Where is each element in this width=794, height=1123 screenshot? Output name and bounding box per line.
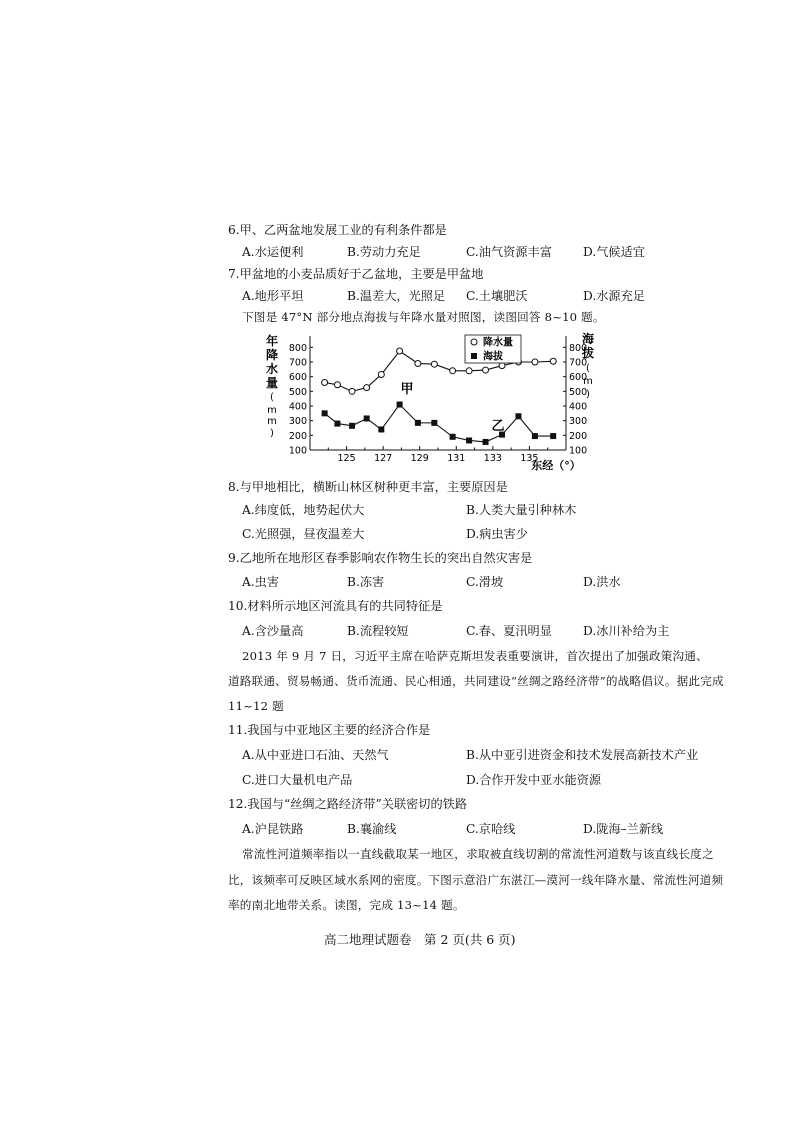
altitude-precipitation-chart [262, 329, 595, 474]
svg-text:降: 降 [265, 348, 279, 362]
left-tick-label: 600 [288, 372, 307, 384]
question-8-option-b: B.人类大量引种林木 [466, 503, 577, 517]
question-9-stem: 9.乙地所在地形区春季影响农作物生长的突出自然灾害是 [228, 551, 533, 565]
right-tick-label: 600 [569, 372, 588, 384]
svg-text:): ) [270, 428, 274, 439]
svg-text:m: m [267, 416, 277, 427]
x-tick-label: 127 [374, 453, 393, 464]
precipitation-point [550, 358, 556, 364]
question-7-stem: 7.甲盆地的小麦品质好于乙盆地，主要是甲盆地 [228, 267, 484, 281]
svg-text:(: ( [586, 363, 590, 374]
question-8-option-c: C.光照强，昼夜温差大 [242, 527, 365, 541]
question-8-stem: 8.与甲地相比，横断山林区树种更丰富，主要原因是 [228, 480, 508, 494]
legend-circle-marker [471, 339, 477, 345]
question-11-option-d: D.合作开发中亚水能资源 [466, 773, 602, 787]
left-tick-label: 400 [288, 401, 307, 413]
svg-text:海: 海 [581, 332, 595, 346]
right-tick-label: 800 [569, 342, 588, 354]
precipitation-point [499, 363, 505, 369]
intro-13-14-line-3: 率的南北地带关系。读图，完成 13~14 题。 [228, 898, 465, 912]
question-10-option-b: B.流程较短 [347, 624, 409, 638]
question-11-option-c: C.进口大量机电产品 [242, 773, 353, 787]
right-tick-label: 200 [569, 430, 588, 442]
altitude-point [431, 420, 437, 426]
question-6-option-d: D.气候适宜 [583, 245, 645, 259]
right-tick-label: 500 [569, 386, 588, 398]
svg-text:): ) [586, 389, 590, 400]
page-footer: 高二地理试题卷 第 2 页(共 6 页) [324, 932, 516, 947]
precipitation-point [415, 360, 421, 366]
question-11-stem: 11.我国与中亚地区主要的经济合作是 [228, 723, 431, 737]
intro-8-10: 下图是 47°N 部分地点海拔与年降水量对照图，读图回答 8~10 题。 [242, 310, 605, 324]
intro-13-14-line-2: 比，该频率可反映区域水系网的密度。下图示意沿广东湛江—漠河一线年降水量、常流性河道频 [228, 873, 724, 887]
question-12-option-d: D.陇海–兰新线 [583, 822, 664, 836]
question-8-option-a: A.纬度低，地势起伏大 [242, 503, 365, 517]
question-6-option-b: B.劳动力充足 [347, 245, 421, 259]
svg-text:水: 水 [265, 362, 279, 376]
x-tick-label: 129 [410, 453, 429, 464]
question-10-option-a: A.含沙量高 [242, 624, 304, 638]
precipitation-point [483, 367, 489, 373]
label-yi: 乙 [491, 419, 505, 434]
question-12-stem: 12.我国与“丝绸之路经济带”关联密切的铁路 [228, 797, 468, 811]
svg-text:m: m [583, 376, 593, 387]
precipitation-point [378, 371, 384, 377]
right-tick-label: 400 [569, 401, 588, 413]
question-10-option-d: D.冰川补给为主 [583, 624, 670, 638]
svg-text:年: 年 [265, 334, 279, 348]
legend-precipitation: 降水量 [483, 337, 513, 349]
question-10-stem: 10.材料所示地区河流具有的共同特征是 [228, 599, 443, 613]
question-6-option-c: C.油气资源丰富 [466, 245, 552, 259]
x-tick-label: 133 [483, 453, 502, 464]
altitude-line [325, 405, 554, 442]
precipitation-point [466, 368, 472, 374]
altitude-point [532, 433, 538, 439]
intro-11-12-line-2: 道路联通、贸易畅通、货币流通、民心相通，共同建设“丝绸之路经济带”的战略倡议。据此完成 [228, 674, 724, 688]
svg-text:m: m [267, 405, 277, 416]
question-9-option-b: B.冻害 [347, 575, 385, 589]
question-12-option-b: B.襄渝线 [347, 822, 397, 836]
label-jia: 甲 [400, 382, 414, 397]
x-tick-label: 131 [447, 453, 466, 464]
altitude-point [334, 421, 340, 427]
precipitation-point [322, 380, 328, 386]
precipitation-point [532, 359, 538, 365]
chart-legend [465, 335, 521, 363]
question-7-option-b: B.温差大，光照足 [347, 289, 446, 303]
question-7-option-d: D.水源充足 [583, 289, 645, 303]
question-6-option-a: A.水运便利 [242, 245, 304, 259]
precipitation-point [397, 348, 403, 354]
altitude-point [397, 402, 403, 408]
precipitation-point [450, 368, 456, 374]
left-tick-label: 800 [288, 342, 307, 354]
left-axis-title [266, 333, 278, 439]
left-tick-label: 500 [288, 386, 307, 398]
altitude-point [349, 423, 355, 429]
altitude-point [515, 413, 521, 419]
intro-13-14-line-1: 常流性河道频率指以一直线截取某一地区，求取被直线切割的常流性河道数与该直线长度之 [242, 847, 714, 861]
intro-11-12-line-3: 11~12 题 [228, 699, 284, 713]
precipitation-point [364, 385, 370, 391]
svg-text:量: 量 [265, 376, 279, 390]
right-tick-label: 700 [569, 357, 588, 369]
legend-altitude: 海拔 [483, 351, 503, 363]
svg-text:(: ( [270, 392, 274, 403]
x-tick-label: 125 [337, 453, 356, 464]
precipitation-point [334, 382, 340, 388]
question-10-option-c: C.春、夏汛明显 [466, 624, 552, 638]
left-tick-label: 200 [288, 430, 307, 442]
question-12-option-a: A.沪昆铁路 [242, 822, 304, 836]
legend-square-marker [471, 353, 477, 359]
question-9-option-c: C.滑坡 [466, 575, 504, 589]
right-tick-label: 300 [569, 416, 588, 428]
question-9-option-a: A.虫害 [242, 575, 280, 589]
question-11-option-a: A.从中亚进口石油、天然气 [242, 748, 389, 762]
right-tick-label: 100 [569, 445, 588, 457]
precipitation-point [431, 361, 437, 367]
precipitation-point [349, 388, 355, 394]
altitude-point [364, 415, 370, 421]
altitude-point [322, 410, 328, 416]
svg-text:拔: 拔 [581, 346, 595, 360]
altitude-point [483, 439, 489, 445]
x-tick-label: 135 [520, 453, 539, 464]
intro-11-12-line-1: 2013 年 9 月 7 日，习近平主席在哈萨克斯坦发表重要演讲，首次提出了加强政策沟通、 [242, 649, 708, 663]
left-tick-label: 700 [288, 357, 307, 369]
question-7-option-c: C.土壤肥沃 [466, 289, 528, 303]
question-9-option-d: D.洪水 [583, 575, 621, 589]
question-12-option-c: C.京哈线 [466, 822, 516, 836]
question-6-stem: 6.甲、乙两盆地发展工业的有利条件都是 [228, 223, 447, 237]
x-axis-title: 东经（°） [531, 459, 581, 472]
question-8-option-d: D.病虫害少 [466, 527, 528, 541]
altitude-point [378, 426, 384, 432]
altitude-point [450, 434, 456, 440]
question-7-option-a: A.地形平坦 [242, 289, 304, 303]
altitude-point [466, 437, 472, 443]
question-11-option-b: B.从中亚引进资金和技术发展高新技术产业 [466, 748, 699, 762]
left-tick-label: 300 [288, 416, 307, 428]
altitude-point [415, 420, 421, 426]
altitude-point [550, 433, 556, 439]
left-tick-label: 100 [288, 445, 307, 457]
